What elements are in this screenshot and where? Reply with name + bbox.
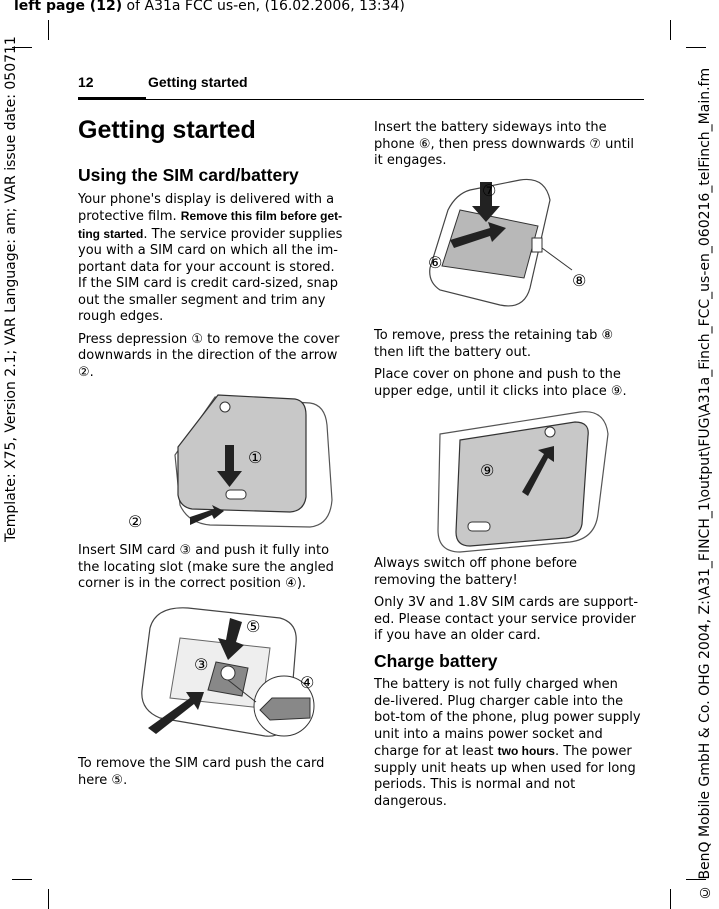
header-doc-info: of A31a FCC us-en, (16.02.2006, 13:34) bbox=[122, 0, 405, 14]
battery-insert-block bbox=[374, 120, 642, 176]
callout-7: ⑦ bbox=[482, 181, 497, 200]
callout-9: ⑨ bbox=[480, 461, 495, 480]
figure-remove-cover bbox=[120, 385, 350, 535]
print-header bbox=[14, 0, 405, 14]
header-rule-thick bbox=[78, 97, 146, 100]
cover-removal-paragraph: Press depression ① to remove the cover downwards in the direction of the arrow ②. bbox=[78, 331, 340, 380]
battery-notes-block bbox=[374, 556, 642, 816]
crop-mark bbox=[670, 889, 671, 909]
cover-place-paragraph: Place cover on phone and push to the upper edge, until it clicks into place ⑨. bbox=[374, 367, 627, 399]
callout-1: ① bbox=[248, 448, 263, 467]
sim-remove-paragraph: To remove the SIM card push the card here ⑤. bbox=[78, 756, 325, 788]
sim-intro-text: Your phone's display is delivered with a protective film. bbox=[78, 191, 335, 224]
sim-intro-paragraph bbox=[78, 192, 343, 326]
figure-insert-sim bbox=[120, 598, 350, 748]
running-title: Getting started bbox=[148, 74, 248, 90]
cover-depression bbox=[226, 490, 246, 499]
retaining-tab bbox=[532, 238, 542, 252]
copyright-path: © BenQ Mobile GmbH & Co. OHG 2004, Z:\A31_FINCH_1\output\FUG\A31a_Finch_FCC_us-en_060216_telFinch_Main.fm bbox=[697, 67, 713, 900]
battery-remove-paragraph: To remove, press the retaining tab ⑧ then lift the battery out. bbox=[374, 328, 614, 360]
charge-heading: Charge battery bbox=[374, 650, 498, 671]
crop-mark bbox=[12, 879, 32, 880]
callout-3: ③ bbox=[194, 655, 209, 674]
sim-intro-text-2: . The service provider supplies you with a SIM card on which all the im-portant data for your account is stored. If the SIM card is credit card-sized, snap out the smaller segment and trim any rough edges. bbox=[78, 226, 343, 324]
sim-voltage-note: Only 3V and 1.8V SIM cards are support-ed. Please contact your service provider if you have an older card. bbox=[374, 595, 639, 643]
callout-2: ② bbox=[128, 512, 143, 531]
tab-leader bbox=[542, 248, 572, 270]
page-title: Getting started bbox=[78, 116, 256, 144]
sim-heading: Using the SIM card/battery bbox=[78, 165, 299, 185]
header-rule bbox=[146, 99, 644, 100]
crop-mark bbox=[48, 889, 49, 909]
battery-insert-paragraph: Insert the battery sideways into the phone ⑥, then press downwards ⑦ until it engages. bbox=[374, 120, 634, 168]
battery-remove-block bbox=[374, 328, 642, 406]
figure-place-cover bbox=[430, 404, 640, 554]
callout-5: ⑤ bbox=[246, 617, 261, 636]
sim-insert-block bbox=[78, 543, 343, 599]
charge-duration: two hours bbox=[497, 744, 555, 758]
switch-off-note: Always switch off phone before removing the battery! bbox=[374, 556, 578, 588]
sim-section bbox=[78, 167, 343, 387]
charge-text: The battery is not fully charged when de-livered. Plug charger cable into the bot-tom of the phone, plug power supply unit into a mains power socket and charge for at least bbox=[374, 677, 641, 759]
figure-insert-battery bbox=[420, 170, 640, 320]
charge-text-2: . The power supply unit heats up when used for long periods. This is normal and not dangerous. bbox=[374, 744, 636, 809]
callout-4: ④ bbox=[300, 673, 315, 692]
template-info: Template: X75, Version 2.1; VAR Language: am; VAR issue date: 050711 bbox=[3, 36, 19, 542]
page-number: 12 bbox=[78, 74, 94, 90]
camera-hole bbox=[545, 427, 555, 437]
sim-film-warning: Remove this film before get-ting started bbox=[78, 209, 343, 241]
callout-6: ⑥ bbox=[428, 253, 443, 272]
callout-8: ⑧ bbox=[572, 271, 587, 290]
sim-remove-block bbox=[78, 756, 343, 795]
crop-mark bbox=[48, 20, 49, 40]
crop-mark bbox=[670, 20, 671, 40]
sim-insert-paragraph: Insert SIM card ③ and push it fully into the locating slot (make sure the angled corner is in the correct position ④). bbox=[78, 543, 334, 591]
cover-depression bbox=[468, 522, 490, 531]
sim-slot-circle bbox=[221, 666, 235, 680]
header-page-ref: left page (12) bbox=[14, 0, 123, 14]
camera-hole bbox=[220, 402, 230, 412]
charge-paragraph bbox=[374, 677, 642, 810]
